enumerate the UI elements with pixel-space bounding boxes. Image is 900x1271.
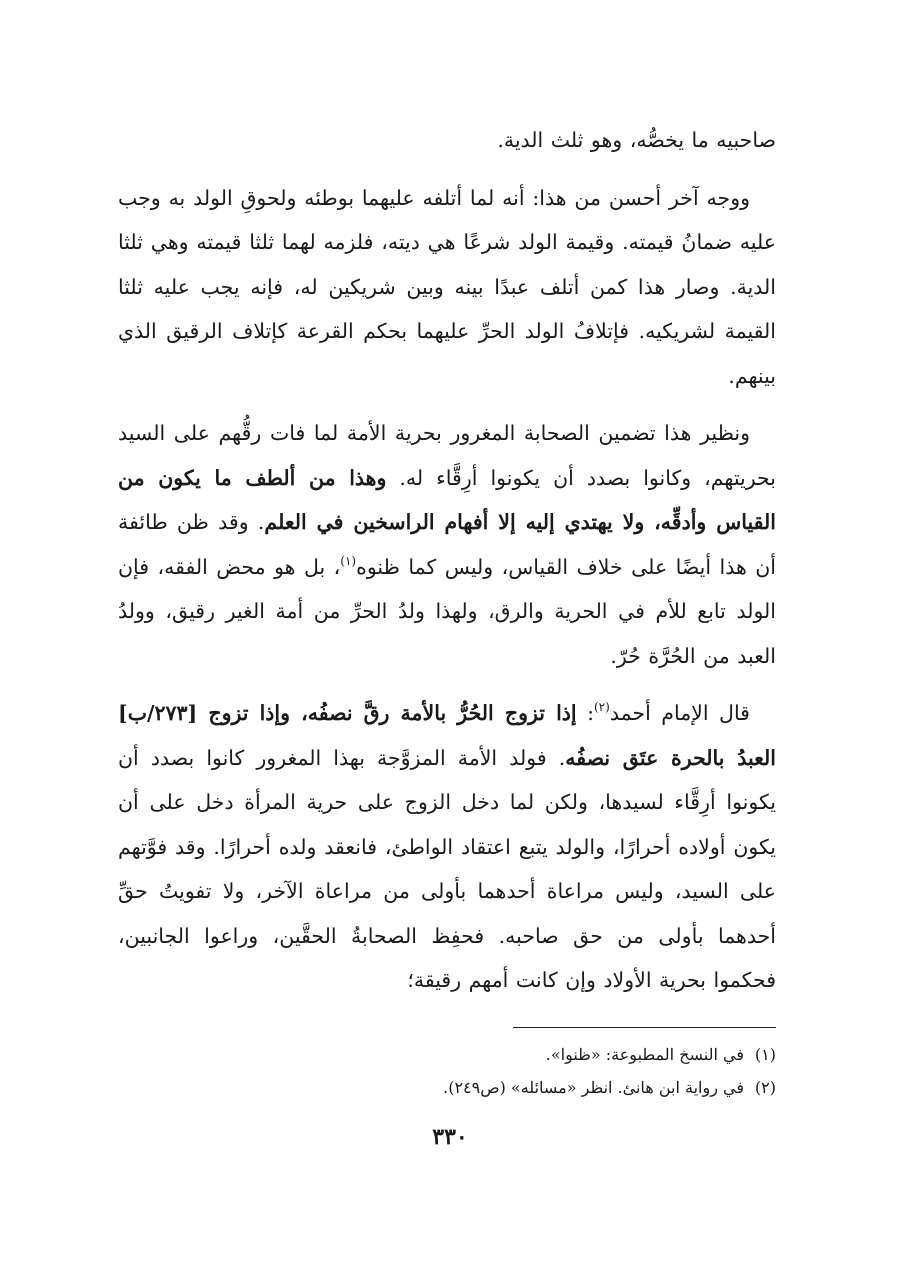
paragraph-4 bbox=[118, 691, 776, 1003]
paragraph-4-text-b: : bbox=[576, 701, 594, 725]
footnote-ref-2[interactable]: (٢) bbox=[593, 700, 610, 714]
paragraph-4-text-c: . فولد الأمة المزوَّجة بهذا المغرور كانوا بصدد أن يكونوا أرِقَّاء لسيدها، ولكن لما دخل الزوج على حرية المرأة دخل على أن يكون أولاده أحرارًا، والولد يتبع اعتقاد الواطئ، فانعقد ولده أحرارًا. وقد فوَّتهم على السيد، وليس مراعاة أحدهما بأولى من مراعاة الآخر، ولا تفويتُ حقِّ أحدهما بأولى من حق صاحبه. فحفِظ الصحابةُ الحقَّين، وراعوا الجانبين، فحكموا بحرية الأولاد وإن كانت أمهم رقيقة؛ bbox=[118, 745, 776, 992]
paragraph-3 bbox=[118, 411, 776, 678]
footnote-text: في رواية ابن هانئ. انظر «مسائله» (ص٢٤٩). bbox=[443, 1078, 744, 1097]
footnote-2 bbox=[124, 1071, 776, 1104]
paragraph-3-text-c: ، بل هو محض الفقه، فإن الولد تابع للأم في الحرية والرق، ولهذا ولدُ الحرِّ من أمة الغير رقيق، وولدُ العبد من الحُرَّة حُرّ. bbox=[118, 554, 776, 668]
footnote-number: (١) bbox=[754, 1045, 776, 1064]
paragraph-3-text-b: . وقد ظن طائفة أن هذا أيضًا على خلاف القياس، وليس كما ظنوه bbox=[118, 510, 776, 579]
paragraph-4-bold-quote: إذا تزوج الحُرُّ بالأمة رقَّ نصفُه، وإذا تزوج [٢٧٣/ب] العبدُ بالحرة عتَق نصفُه bbox=[118, 701, 777, 770]
paragraph-3-text-a: ونظير هذا تضمين الصحابة المغرور بحرية الأمة لما فات رقُّهم على السيد بحريتهم، وكانوا بصدد أن يكونوا أرِقَّاء له. bbox=[118, 421, 776, 490]
page-number: ٣٣٠ bbox=[432, 1124, 468, 1150]
footnote-ref-1[interactable]: (١) bbox=[340, 553, 357, 568]
main-text bbox=[118, 118, 776, 1003]
footnote-separator bbox=[513, 1027, 776, 1028]
paragraph-1: صاحبيه ما يخصُّه، وهو ثلث الدية. bbox=[497, 128, 776, 152]
paragraph-4-text-a: قال الإمام أحمد bbox=[609, 701, 750, 725]
footnotes bbox=[124, 1038, 776, 1104]
footnote-text: في النسخ المطبوعة: «ظنوا». bbox=[545, 1045, 744, 1064]
footnote-number: (٢) bbox=[754, 1078, 776, 1097]
paragraph-3-bold-text: وهذا من ألطف ما يكون من القياس وأدقِّه، ولا يهتدي إليه إلا أفهام الراسخين في العلم bbox=[118, 465, 776, 534]
paragraph-2: ووجه آخر أحسن من هذا: أنه لما أتلفه عليهما بوطئه ولحوقِ الولد به وجب عليه ضمانُ قيمته. وقيمة الولد شرعًا هي ديته، فلزمه لهما ثلثا قيمته وهي ثلثا الدية. وصار هذا كمن أتلف عبدًا بينه وبين شريكين له، فإنه يجب عليه ثلثا القيمة لشريكيه. فإتلافُ الولد الحرِّ عليهما بحكم القرعة كإتلاف الرقيق الذي بينهم. bbox=[118, 185, 776, 388]
footnote-1 bbox=[124, 1038, 776, 1071]
